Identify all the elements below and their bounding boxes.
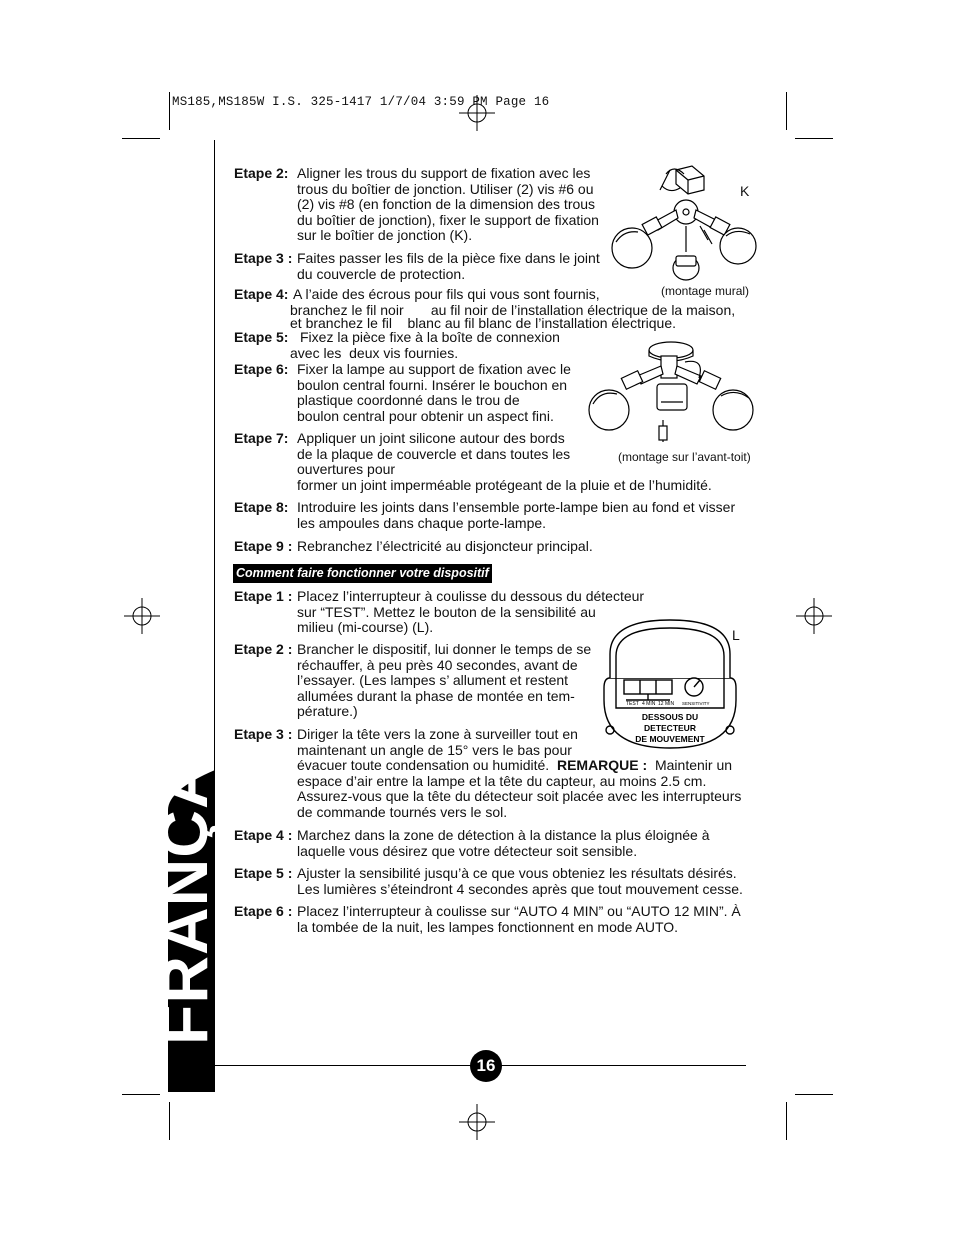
step-text: boulon central fourni. Insérer le bouchon en xyxy=(297,376,568,393)
crop-mark xyxy=(795,138,833,139)
detector-label-line: DESSOUS DU xyxy=(641,712,699,722)
language-label: FRANÇAIS xyxy=(147,696,221,1045)
step-label: Etape 3 : xyxy=(234,250,293,266)
step-label: Etape 2 : xyxy=(234,641,293,657)
step-text: Les lumières s’éteindront 4 secondes après que tout mouvement cesse. xyxy=(297,880,743,897)
step-label: Etape 4 : xyxy=(234,827,293,843)
step-item xyxy=(234,642,614,720)
step-text: de la plaque de couvercle et dans toutes les xyxy=(297,445,571,462)
section-title: Comment faire fonctionner votre dispositif xyxy=(233,564,492,583)
crop-mark xyxy=(122,1094,160,1095)
step-label: Etape 3 : xyxy=(234,726,293,742)
step-text: Aligner les trous du support de fixation avec les xyxy=(297,165,591,181)
step-label: Etape 5: xyxy=(234,329,289,345)
switch-label-12min: 12 MIN xyxy=(658,701,675,707)
step-label: Etape 5 : xyxy=(234,865,293,881)
step-text: boulon central pour obtenir un aspect fini. xyxy=(297,407,554,424)
step-text: ouvertures pour xyxy=(297,461,396,478)
step-text: Fixer la lampe au support de fixation avec le xyxy=(297,361,571,377)
step-text: Rebranchez l’électricité au disjoncteur principal. xyxy=(297,538,593,554)
step-item xyxy=(234,589,654,636)
step-text: Assurez-vous que la tête du détecteur soit placée avec les interrupteurs xyxy=(297,788,742,805)
step-text: avec les deux vis fournies. xyxy=(290,344,459,361)
step-label: Etape 1 : xyxy=(234,588,293,604)
wall-mount-illustration xyxy=(604,160,760,285)
step-text: l’essayer. (Les lampes s’ allument et restent xyxy=(297,672,569,689)
switch-label-4min: 4 MIN xyxy=(642,701,656,707)
print-slug: MS185,MS185W I.S. 325-1417 1/7/04 3:59 PM Page 16 xyxy=(172,95,550,109)
step-item xyxy=(234,539,746,555)
step-item xyxy=(234,500,746,531)
step-text: Brancher le dispositif, lui donner le temps de se xyxy=(297,641,592,657)
step-text: du boîtier de jonction), fixer le support de fixation xyxy=(297,211,599,228)
step-text: sur “TEST”. Mettez le bouton de la sensibilité au xyxy=(297,603,596,620)
step-label: Etape 6 : xyxy=(234,903,293,919)
crop-mark xyxy=(169,1102,170,1140)
registration-mark-icon xyxy=(459,1104,495,1140)
step-text: pérature.) xyxy=(297,703,358,720)
crop-mark xyxy=(786,1102,787,1140)
wall-mount-caption: (montage mural) xyxy=(661,284,750,298)
step-label: Etape 2: xyxy=(234,165,289,181)
page-number: 16 xyxy=(470,1050,502,1082)
crop-mark xyxy=(169,92,170,130)
step-text: trous du boîtier de jonction. Utiliser (2) vis #6 ou xyxy=(297,180,594,197)
step-text: la tombée de la nuit, les lampes fonctionnent en mode AUTO. xyxy=(297,918,679,935)
crop-mark xyxy=(122,138,160,139)
step-text: Maintenir un xyxy=(654,757,733,774)
figure-k-label: K xyxy=(740,183,750,199)
step-text: milieu (mi-course) (L). xyxy=(297,619,434,636)
step-item xyxy=(234,866,749,897)
crop-mark xyxy=(786,92,787,130)
step-text: sur le boîtier de jonction (K). xyxy=(297,227,473,244)
crop-mark xyxy=(795,1094,833,1095)
step-text: réchauffer, à peu près 40 secondes, avant de xyxy=(297,656,578,673)
step-item xyxy=(234,828,749,859)
step-text: former un joint imperméable protégeant de la pluie et de l’humidité. xyxy=(297,476,712,493)
step-label: Etape 8: xyxy=(234,499,289,515)
step-text: Introduire les joints dans l’ensemble porte-lampe bien au fond et visser xyxy=(297,499,736,515)
switch-label-test: TEST xyxy=(626,701,639,707)
step-label: Etape 4: xyxy=(234,286,289,302)
step-text: plastique coordonné dans le trou de xyxy=(297,392,520,409)
step-text: Placez l’interrupteur à coulisse du dessous du détecteur xyxy=(297,588,645,604)
eave-mount-illustration xyxy=(585,338,757,450)
step-text: Ajuster la sensibilité jusqu’à ce que vous obteniez les résultats désirés. xyxy=(297,865,737,881)
step-text-line xyxy=(234,758,749,774)
step-text: de commande tournés vers le sol. xyxy=(297,803,508,820)
step-text: Marchez dans la zone de détection à la distance la plus éloignée à xyxy=(297,827,710,843)
detector-underside-illustration xyxy=(596,614,744,754)
step-text: Placez l’interrupteur à coulisse sur “AUTO 4 MIN” ou “AUTO 12 MIN”. À xyxy=(297,903,741,919)
step-text: laquelle vous désirez que votre détecteur soit sensible. xyxy=(297,842,638,859)
step-text: A l’aide des écrous pour fils qui vous sont fournis, xyxy=(293,286,600,302)
step-text: Diriger la tête vers la zone à surveiller tout en xyxy=(297,726,578,742)
step-text: allumées durant la phase de montée en tem- xyxy=(297,687,575,704)
step-item xyxy=(234,166,614,244)
step-label: Etape 6: xyxy=(234,361,289,377)
step-text: et branchez le fil blanc au fil blanc de l’installation électrique. xyxy=(290,315,676,332)
eave-mount-caption: (montage sur l’avant-toit) xyxy=(618,450,751,464)
step-text: espace d’air entre la lampe et la tête du capteur, au moins 2.5 cm. xyxy=(297,772,707,789)
remark-label: REMARQUE : xyxy=(556,757,648,774)
step-text: Faites passer les fils de la pièce fixe dans le joint xyxy=(297,250,600,266)
step-text: Fixez la pièce fixe à la boîte de connexion xyxy=(300,329,560,345)
step-text: maintenant un angle de 15° vers le bas pour xyxy=(297,741,572,758)
step-item xyxy=(234,251,614,282)
step-text: Appliquer un joint silicone autour des bords xyxy=(297,430,565,446)
registration-mark-icon xyxy=(796,598,832,634)
registration-mark-icon xyxy=(459,95,495,131)
detector-label-line: DETECTEUR xyxy=(644,723,696,733)
step-text: (2) vis #8 (en fonction de la dimension des trous xyxy=(297,196,596,213)
step-item xyxy=(234,362,614,424)
detector-label-line: DE MOUVEMENT xyxy=(635,734,705,744)
step-label: Etape 7: xyxy=(234,430,289,446)
registration-mark-icon xyxy=(124,598,160,634)
step-text: les ampoules dans chaque porte-lampe. xyxy=(297,514,547,531)
figure-l-label: L xyxy=(732,627,740,643)
sensitivity-label: SENSITIVITY xyxy=(682,701,710,706)
step-label: Etape 9 : xyxy=(234,538,293,554)
step-text: évacuer toute condensation ou humidité. xyxy=(297,757,550,774)
step-item xyxy=(234,904,749,935)
step-text: du couvercle de protection. xyxy=(297,265,466,282)
step-item xyxy=(234,330,614,361)
step-text: branchez le fil noir au fil noir de l’installation électrique de la maison, xyxy=(290,301,736,318)
